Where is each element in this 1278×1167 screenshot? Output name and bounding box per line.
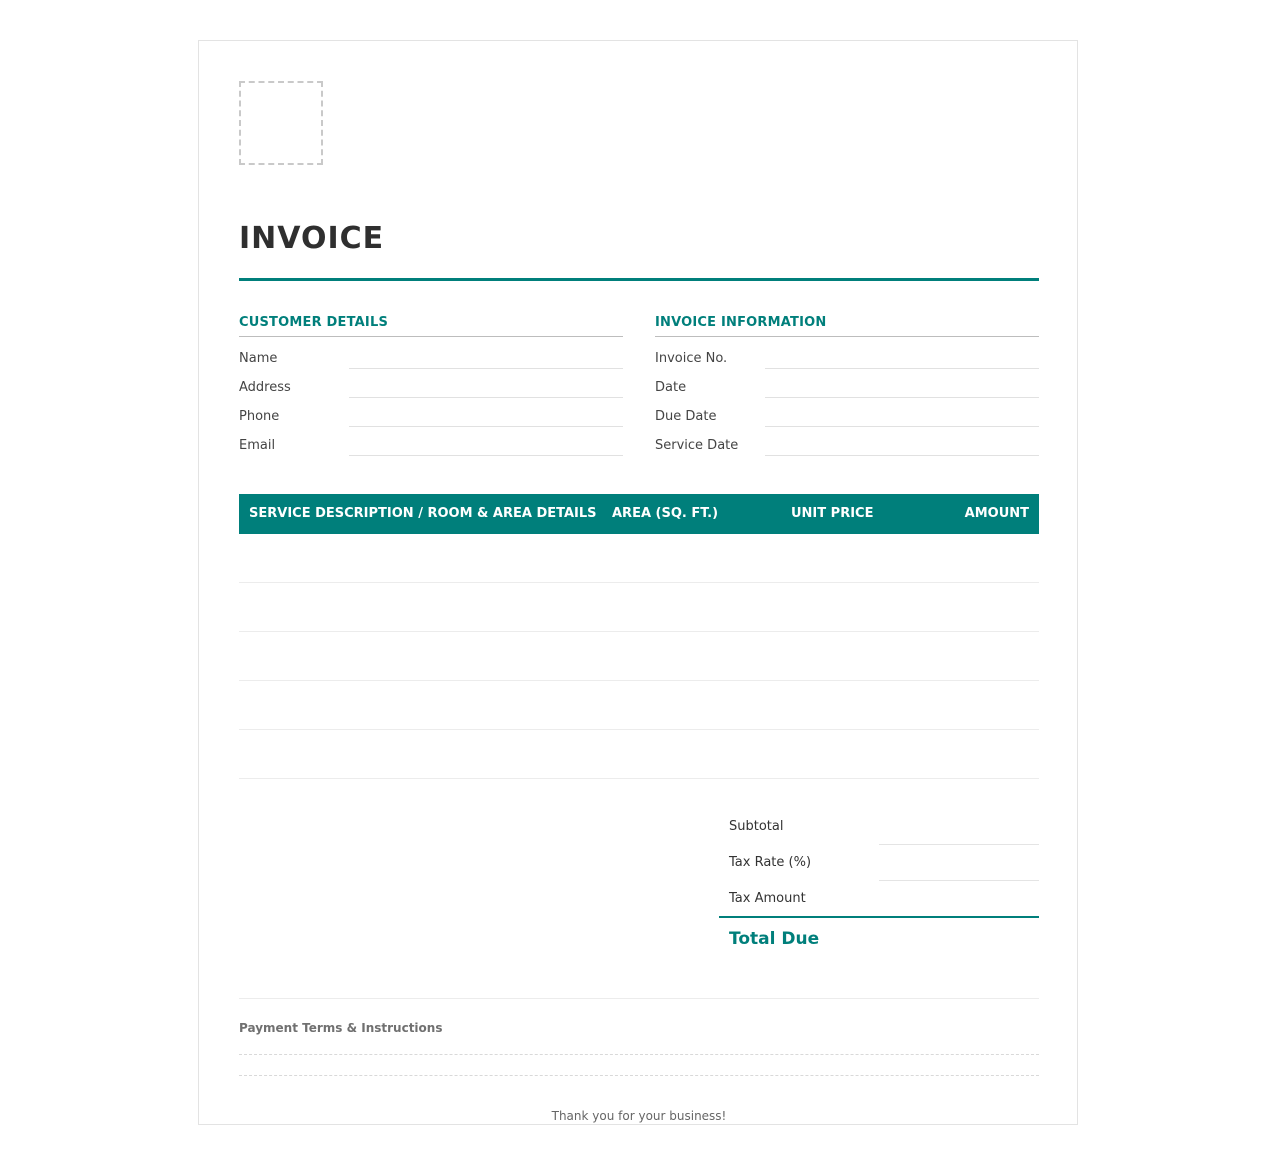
invoice-date-label: Date xyxy=(655,380,687,395)
table-row[interactable] xyxy=(239,631,1039,632)
payment-terms-line[interactable] xyxy=(239,1054,1039,1055)
logo-placeholder[interactable] xyxy=(239,81,323,165)
tax-amount-label: Tax Amount xyxy=(729,891,806,906)
customer-phone-label: Phone xyxy=(239,409,280,424)
due-date-row xyxy=(655,395,1039,424)
customer-email-row xyxy=(239,424,623,453)
subtotal-row xyxy=(719,807,1039,843)
table-row[interactable] xyxy=(239,729,1039,730)
column-header-description: SERVICE DESCRIPTION / ROOM & AREA DETAILS xyxy=(249,506,597,521)
customer-details-section xyxy=(239,313,623,453)
subtotal-label: Subtotal xyxy=(729,819,784,834)
table-row[interactable] xyxy=(239,680,1039,681)
customer-phone-row xyxy=(239,395,623,424)
invoice-number-label: Invoice No. xyxy=(655,351,728,366)
tax-rate-label: Tax Rate (%) xyxy=(729,855,812,870)
due-date-label: Due Date xyxy=(655,409,717,424)
total-due-label: Total Due xyxy=(729,929,820,949)
service-date-field[interactable] xyxy=(765,455,1039,456)
customer-address-label: Address xyxy=(239,380,291,395)
title-divider xyxy=(239,278,1039,281)
invoice-date-row xyxy=(655,366,1039,395)
column-header-amount: AMOUNT xyxy=(964,506,1029,521)
service-date-row xyxy=(655,424,1039,453)
customer-email-label: Email xyxy=(239,438,276,453)
customer-details-heading: CUSTOMER DETAILS xyxy=(239,313,623,337)
tax-amount-row xyxy=(719,879,1039,915)
invoice-information-section xyxy=(655,313,1039,453)
items-table-header xyxy=(239,494,1039,534)
invoice-page xyxy=(198,40,1078,1125)
page-title: INVOICE xyxy=(239,221,385,256)
column-header-area: AREA (SQ. FT.) xyxy=(612,506,719,521)
customer-name-row xyxy=(239,337,623,366)
table-row[interactable] xyxy=(239,582,1039,583)
total-divider xyxy=(719,916,1039,918)
column-header-unit-price: UNIT PRICE xyxy=(791,506,874,521)
customer-email-field[interactable] xyxy=(349,455,623,456)
payment-terms-label: Payment Terms & Instructions xyxy=(239,1021,443,1035)
payment-terms-line[interactable] xyxy=(239,1075,1039,1076)
invoice-information-heading: INVOICE INFORMATION xyxy=(655,313,1039,337)
invoice-number-row xyxy=(655,337,1039,366)
tax-rate-row xyxy=(719,843,1039,879)
customer-address-row xyxy=(239,366,623,395)
thank-you-note: Thank you for your business! xyxy=(551,1109,727,1123)
table-row[interactable] xyxy=(239,778,1039,779)
footer-divider xyxy=(239,998,1039,999)
customer-name-label: Name xyxy=(239,351,278,366)
service-date-label: Service Date xyxy=(655,438,739,453)
